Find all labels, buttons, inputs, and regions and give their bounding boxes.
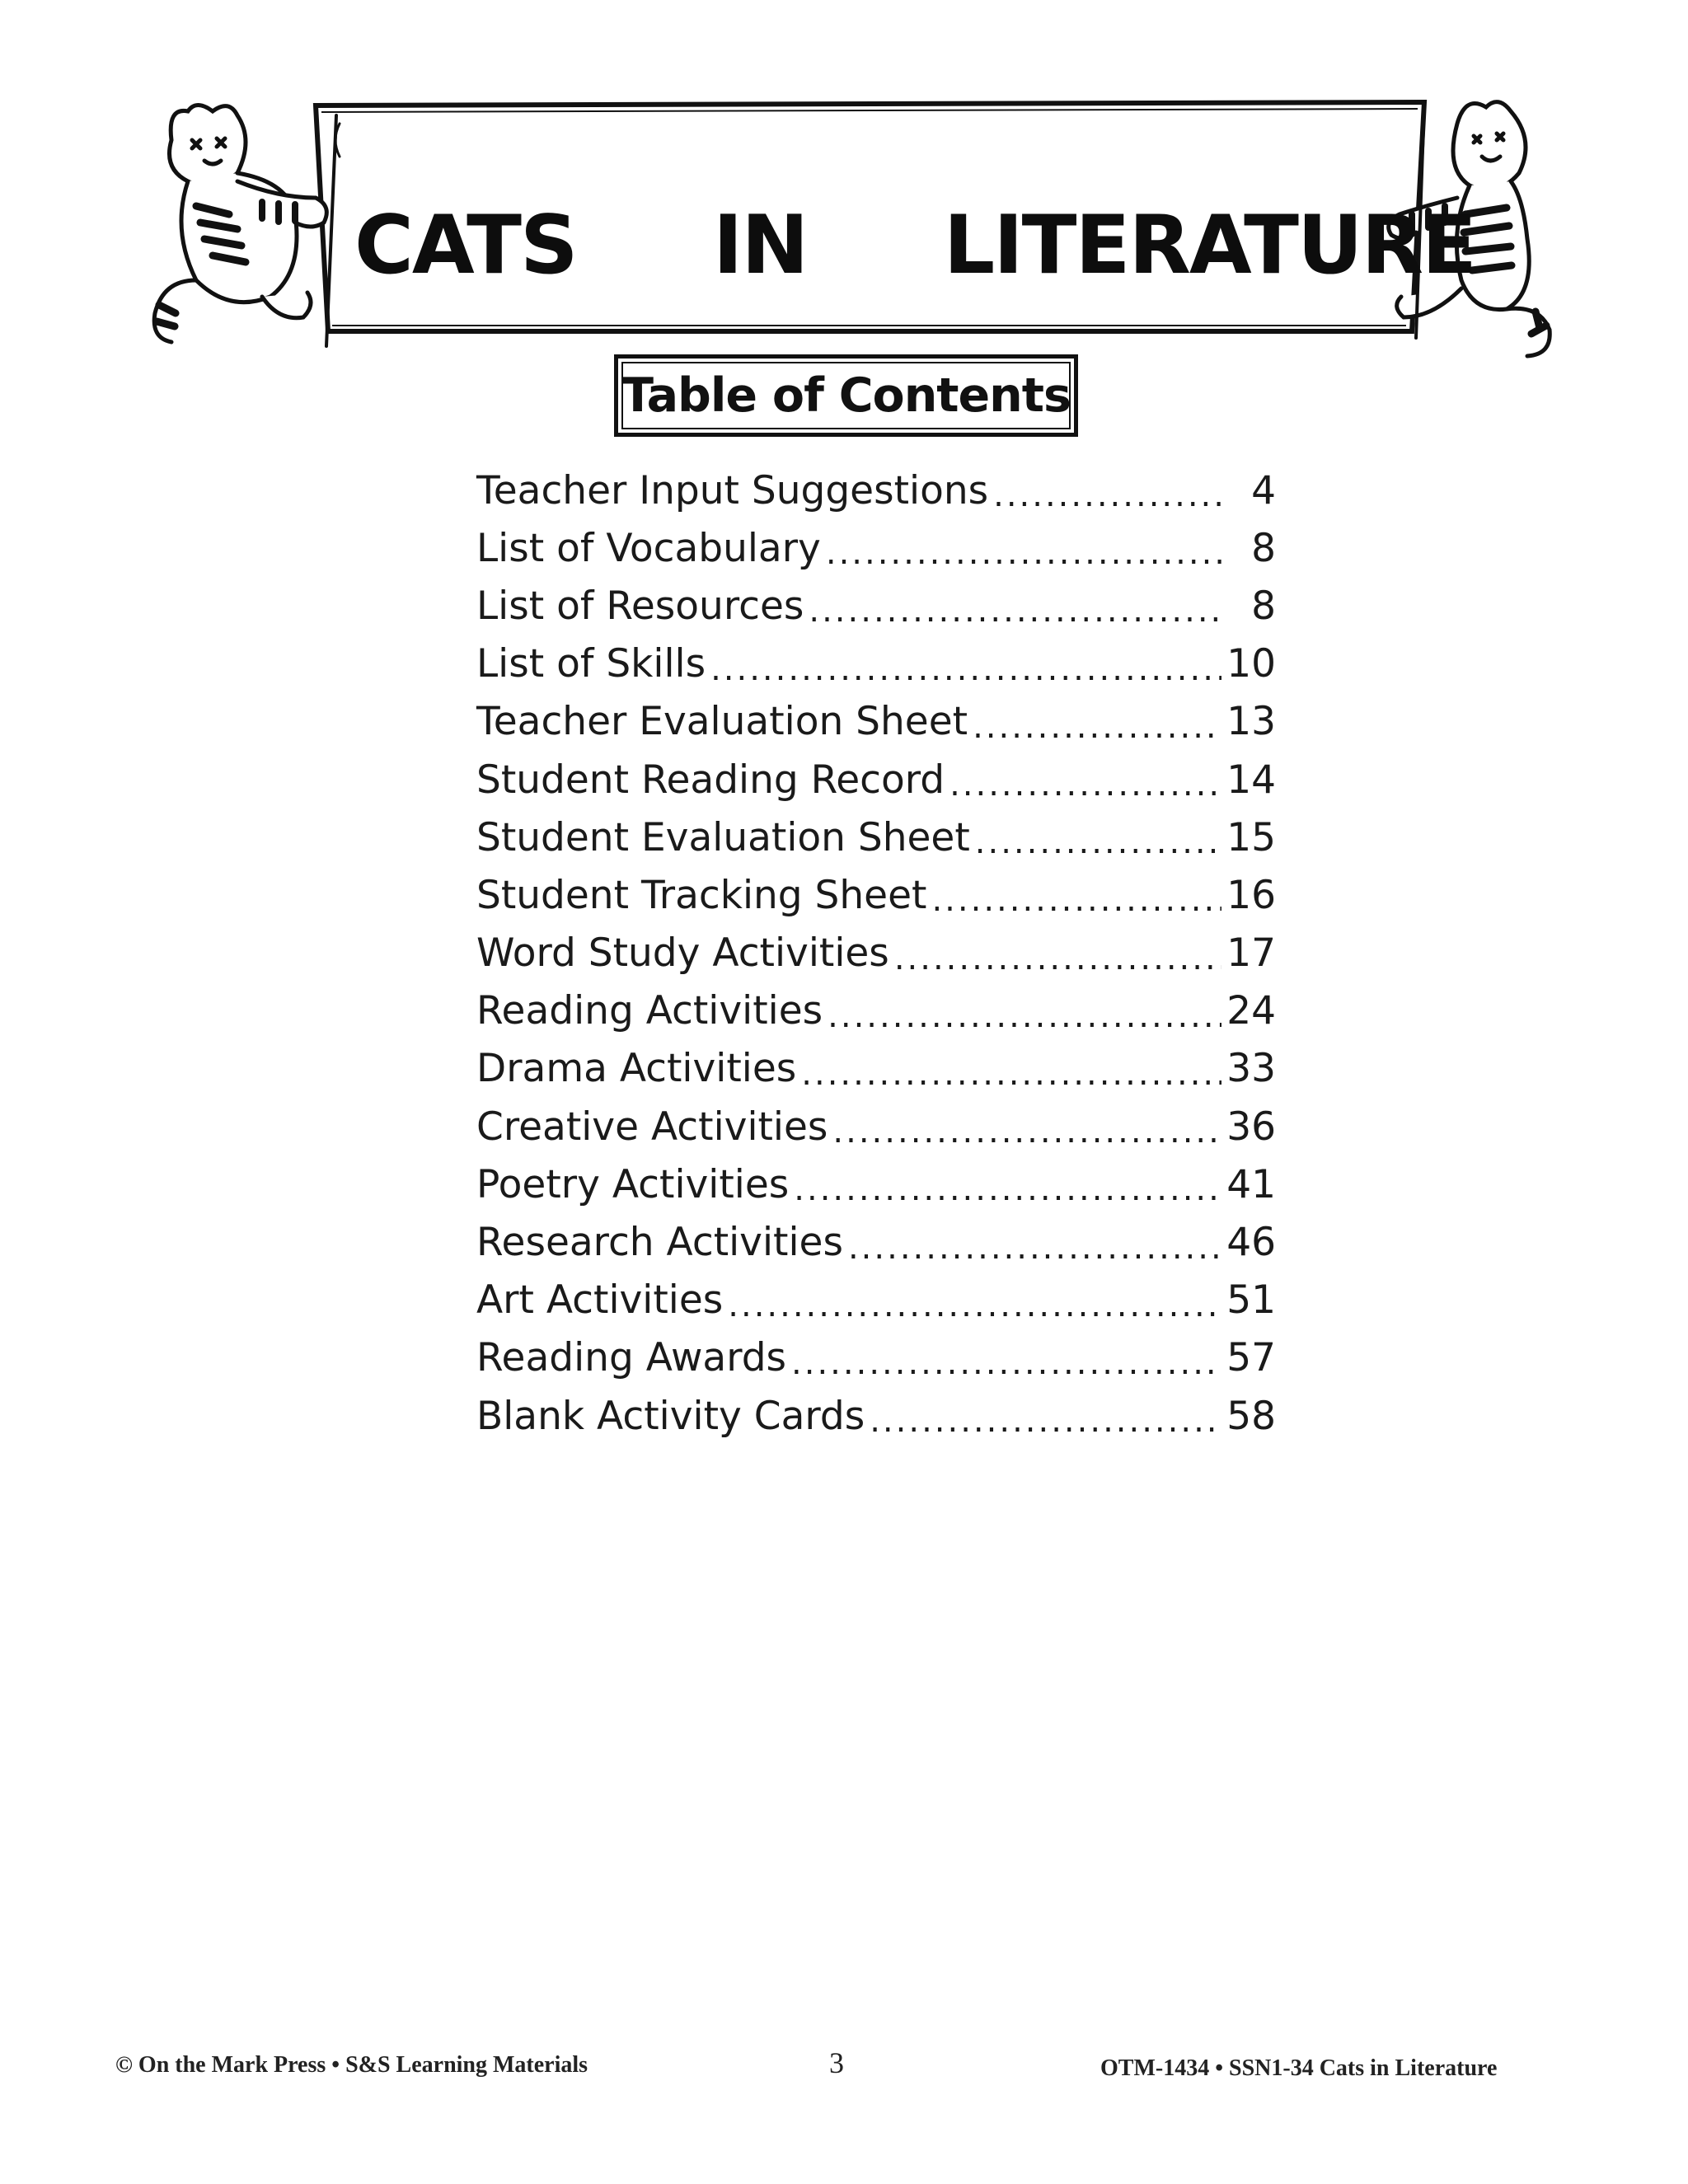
toc-entry-page: 33 [1226,1046,1276,1092]
title-banner [138,91,1556,363]
toc-entry [476,866,1276,924]
toc-entry-page: 10 [1226,641,1276,687]
toc-entry-label: Teacher Evaluation Sheet [476,699,968,745]
toc-entry [476,751,1276,808]
toc-entry [476,1213,1276,1271]
footer-publisher: © On the Mark Press • S&S Learning Materials [115,2052,588,2078]
toc-entry-label: List of Vocabulary [476,525,821,571]
dot-leader [809,582,1221,630]
dot-leader [894,930,1221,977]
toc-entry-page: 24 [1226,988,1276,1034]
toc-entry-page: 13 [1226,699,1276,745]
toc-entry-label: Teacher Input Suggestions [476,467,989,513]
toc-entry [476,462,1276,519]
toc-entry-page: 36 [1226,1104,1276,1150]
dot-leader [870,1392,1221,1440]
toc-entry-label: Student Evaluation Sheet [476,814,970,860]
banner-word-in: IN [712,199,808,293]
dot-leader [826,524,1221,572]
footer-page-number: 3 [829,2046,844,2079]
banner-word-literature: LITERATURE [943,199,1475,293]
toc-entry [476,1329,1276,1387]
dot-leader [794,1160,1221,1208]
dot-leader [832,1103,1221,1151]
banner-title [354,180,1475,312]
dot-leader [973,698,1221,746]
toc-entry [476,577,1276,635]
toc-entry-page: 58 [1226,1393,1276,1439]
toc-entry [476,1098,1276,1155]
toc-entry-label: Drama Activities [476,1046,797,1092]
toc-entry-label: List of Skills [476,641,706,687]
dot-leader [950,756,1221,804]
toc-entry-page: 51 [1226,1277,1276,1324]
dot-leader [848,1219,1221,1267]
toc-entry-label: Research Activities [476,1220,843,1266]
toc-entry-label: Art Activities [476,1277,724,1324]
page-footer [0,2046,1688,2093]
toc-entry [476,693,1276,751]
dot-leader [710,640,1221,688]
toc-entry [476,635,1276,693]
toc-entry-label: Student Reading Record [476,757,945,803]
toc-entry [476,1155,1276,1213]
left-cat-icon [138,91,353,354]
dot-leader [801,1045,1221,1093]
toc-entry-label: Reading Activities [476,988,823,1034]
toc-entry-page: 57 [1226,1335,1276,1381]
toc-entry-page: 8 [1251,525,1276,571]
dot-leader [828,987,1221,1035]
toc-entry-page: 41 [1226,1161,1276,1207]
toc-entry-page: 4 [1251,467,1276,513]
toc-entry [476,808,1276,866]
dot-leader [993,466,1221,514]
footer-product-code: OTM-1434 • SSN1-34 Cats in Literature [1100,2055,1498,2081]
toc-entry-label: Poetry Activities [476,1161,790,1207]
toc-entry-label: Creative Activities [476,1104,828,1150]
toc-entry-label: List of Resources [476,583,804,629]
toc-entry-label: Word Study Activities [476,930,889,977]
toc-entry-page: 46 [1226,1220,1276,1266]
toc-entry [476,1040,1276,1098]
toc-entry-label: Reading Awards [476,1335,787,1381]
toc-entry [476,1272,1276,1329]
toc-entry-page: 16 [1226,872,1276,918]
toc-entry-page: 15 [1226,814,1276,860]
toc-entry-page: 8 [1251,583,1276,629]
toc-heading-text: Table of Contents [621,368,1071,423]
toc-entry [476,519,1276,577]
banner-word-cats: CATS [354,199,577,293]
toc-entry [476,1387,1276,1445]
toc-entry-label: Blank Activity Cards [476,1393,865,1439]
dot-leader [931,871,1221,919]
toc-entry-label: Student Tracking Sheet [476,872,927,918]
toc-list [476,462,1276,1445]
toc-heading [614,354,1078,437]
toc-entry-page: 14 [1226,757,1276,803]
dot-leader [791,1334,1221,1382]
dot-leader [728,1277,1221,1324]
dot-leader [975,813,1221,861]
toc-entry-page: 17 [1226,930,1276,977]
toc-entry [476,925,1276,982]
toc-entry [476,982,1276,1040]
